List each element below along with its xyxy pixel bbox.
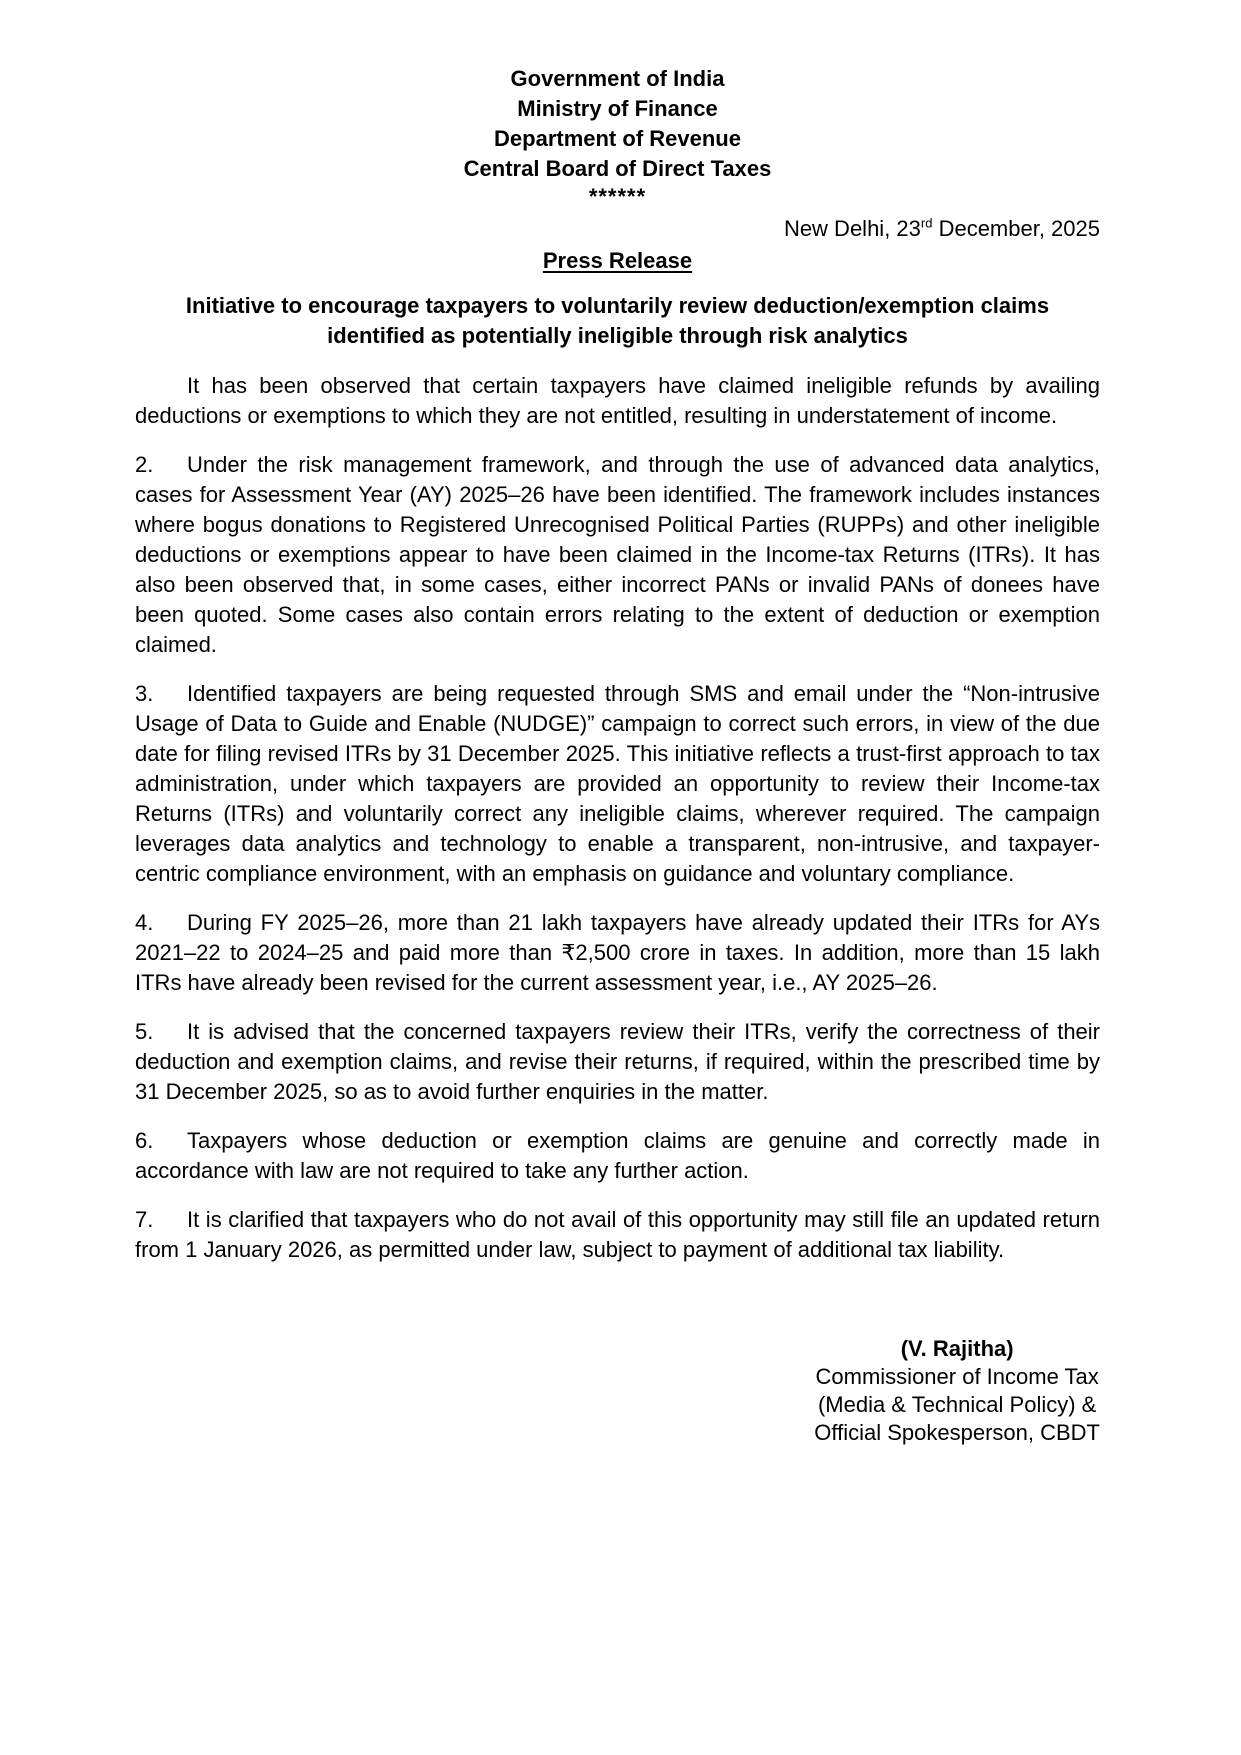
asterisk-separator: ****** <box>588 184 647 209</box>
header-ministry: Ministry of Finance <box>517 96 718 121</box>
document-title <box>135 291 1100 351</box>
paragraph-2-number: 2. <box>135 452 154 477</box>
paragraph-4-number: 4. <box>135 910 154 935</box>
press-release-heading: Press Release <box>542 248 693 273</box>
paragraph-6 <box>135 1126 1100 1186</box>
paragraph-5 <box>135 1017 1100 1107</box>
signatory-name: (V. Rajitha) <box>900 1336 1014 1361</box>
paragraph-6-text: Taxpayers whose deduction or exemption claims are genuine and correctly made in accordance with law are not required to take any further action. <box>135 1128 1100 1183</box>
dateline-ordinal: rd <box>920 215 933 231</box>
paragraph-4 <box>135 908 1100 998</box>
paragraph-4-text: During FY 2025–26, more than 21 lakh taxpayers have already updated their ITRs for AYs 2021–22 to 2024–25 and paid more than ₹2,500 crore in taxes. In addition, more than 15 lakh ITRs have already been revised for the current assessment year, i.e., AY 2025–26. <box>135 910 1100 995</box>
document-title-line-1: Initiative to encourage taxpayers to voluntarily review deduction/exemption claims <box>185 293 1050 318</box>
signatory-role: (Media & Technical Policy) & <box>817 1392 1097 1417</box>
paragraph-2-text: Under the risk management framework, and through the use of advanced data analytics, cases for Assessment Year (AY) 2025–26 have been identified. The framework includes instances where bogus donations to Registered Unrecognised Political Parties (RUPPs) and other ineligible deductions or exemptions appear to have been claimed in the Income-tax Returns (ITRs). It has also been observed that, in some cases, either incorrect PANs or invalid PANs of donees have been quoted. Some cases also contain errors relating to the extent of deduction or exemption claimed. <box>135 452 1100 657</box>
header-department: Department of Revenue <box>494 126 741 151</box>
header-board: Central Board of Direct Taxes <box>463 156 772 181</box>
paragraph-6-number: 6. <box>135 1128 154 1153</box>
paragraph-7-text: It is clarified that taxpayers who do not avail of this opportunity may still file an updated return from 1 January 2026, as permitted under law, subject to payment of additional tax liability. <box>135 1207 1100 1262</box>
dateline-prefix: New Delhi, 23 <box>783 216 921 241</box>
document-title-line-2: identified as potentially ineligible through risk analytics <box>327 323 908 348</box>
dateline <box>135 214 1100 244</box>
paragraph-1-text: It has been observed that certain taxpayers have claimed ineligible refunds by availing deductions or exemptions to which they are not entitled, resulting in understatement of income. <box>135 373 1100 428</box>
paragraph-7 <box>135 1205 1100 1265</box>
paragraph-1 <box>135 371 1100 431</box>
signatory-designation: Commissioner of Income Tax <box>815 1364 1099 1389</box>
signatory-organisation: Official Spokesperson, CBDT <box>814 1420 1100 1445</box>
paragraph-2 <box>135 450 1100 660</box>
dateline-suffix: December, 2025 <box>932 216 1100 241</box>
paragraph-3 <box>135 679 1100 889</box>
paragraph-5-number: 5. <box>135 1019 154 1044</box>
paragraph-5-text: It is advised that the concerned taxpayers review their ITRs, verify the correctness of their deduction and exemption claims, and revise their returns, if required, within the prescribed time by 31 December 2025, so as to avoid further enquiries in the matter. <box>135 1019 1100 1104</box>
signature-block <box>814 1335 1100 1447</box>
paragraph-3-number: 3. <box>135 681 154 706</box>
paragraph-7-number: 7. <box>135 1207 154 1232</box>
header-government: Government of India <box>510 66 725 91</box>
paragraph-3-text: Identified taxpayers are being requested through SMS and email under the “Non-intrusive Usage of Data to Guide and Enable (NUDGE)” campaign to correct such errors, in view of the due date for filing revised ITRs by 31 December 2025. This initiative reflects a trust-first approach to tax administration, under which taxpayers are provided an opportunity to review their Income-tax Returns (ITRs) and voluntarily correct any ineligible claims, wherever required. The campaign leverages data analytics and technology to enable a transparent, non-intrusive, and taxpayer-centric compliance environment, with an emphasis on guidance and voluntary compliance. <box>135 681 1100 886</box>
